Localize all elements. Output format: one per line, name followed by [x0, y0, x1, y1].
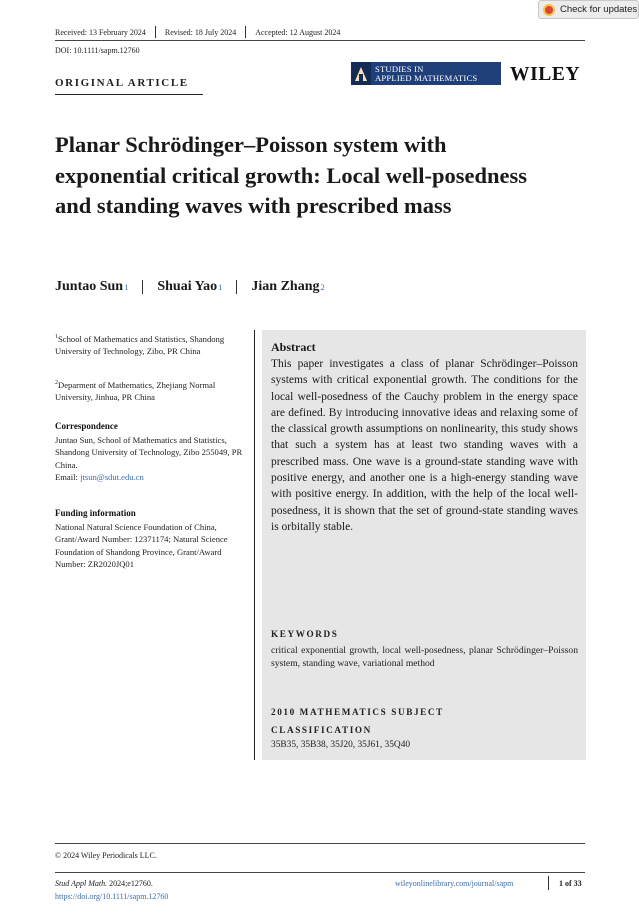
article-history: [55, 26, 340, 38]
author-name[interactable]: Jian Zhang: [251, 279, 320, 294]
correspondence-heading: Correspondence: [55, 421, 118, 431]
msc-heading-line2: CLASSIFICATION: [271, 725, 372, 735]
author-affiliation-marker[interactable]: 2: [320, 282, 325, 292]
author-name[interactable]: Juntao Sun: [55, 279, 124, 294]
abstract-text: This paper investigates a class of planar Schrödinger–Poisson systems with critical exponential growth. The conditions for the local well-posedness of the Cauchy problem in the energy space are defined. By introducing innovative ideas and relaxing some of the classical growth assumptions on nonlinearity, this study shows that such a system has at least two standing waves with a prescribed mass. One wave is a ground-state standing wave with positive energy, and another one is a high-energy standing wave with positive energy. In addition, with the help of the local well-posedness, it is shown that the set of ground-state standing waves is orbitally stable.: [271, 358, 578, 533]
accepted-date: Accepted: 12 August 2024: [255, 27, 341, 37]
journal-emblem-icon: [351, 62, 371, 85]
volume-info: 2024;e12760.: [109, 879, 153, 888]
article-type-underline: [55, 94, 203, 95]
copyright: © 2024 Wiley Periodicals LLC.: [55, 851, 157, 860]
journal-name: [371, 65, 477, 83]
keywords-heading: KEYWORDS: [271, 629, 339, 639]
affiliation-number: 2: [55, 380, 58, 386]
divider: [245, 26, 246, 38]
article-type: ORIGINAL ARTICLE: [55, 77, 189, 89]
header-rule: [55, 40, 585, 41]
column-divider: [254, 330, 255, 760]
footer-rule: [55, 872, 585, 873]
affiliation-1: [55, 331, 245, 358]
journal-name-line2: APPLIED MATHEMATICS: [375, 72, 478, 83]
received-date: Received: 13 February 2024: [55, 27, 146, 37]
check-for-updates-label: Check for updates: [560, 4, 638, 15]
author-affiliation-marker[interactable]: 1: [218, 282, 223, 292]
journal-site-link[interactable]: wileyonlinelibrary.com/journal/sapm: [395, 879, 514, 888]
email-label: Email:: [55, 472, 78, 483]
article-title: Planar Schrödinger–Poisson system with exponential critical growth: Local well-posedness and standing waves with prescribed mass: [55, 132, 528, 218]
affiliation-2: [55, 377, 245, 404]
journal-name-line1: STUDIES IN: [375, 63, 424, 74]
divider: [548, 876, 549, 890]
journal-citation: [55, 879, 153, 888]
footer-rule: [55, 843, 585, 844]
divider: [142, 280, 143, 294]
publisher-logo: WILEY: [510, 64, 581, 85]
journal-abbrev: Stud Appl Math.: [55, 879, 108, 888]
funding-heading: Funding information: [55, 508, 136, 518]
check-for-updates-button[interactable]: [538, 0, 639, 19]
correspondence-address: Juntao Sun, School of Mathematics and Statistics, Shandong University of Technology, Zibo 255049, PR China.: [55, 435, 243, 470]
correspondence-text: [55, 434, 245, 484]
article-doi: DOI: 10.1111/sapm.12760: [55, 46, 140, 55]
email-link[interactable]: jtsun@sdut.edu.cn: [80, 472, 144, 483]
affiliation-text: School of Mathematics and Statistics, Shandong University of Technology, Zibo, PR China: [55, 333, 225, 357]
keywords-text: critical exponential growth, local well-posedness, planar Schrödinger–Poisson system, standing wave, variational method: [271, 645, 578, 669]
author-list: [55, 278, 325, 296]
funding-text: National Natural Science Foundation of China, Grant/Award Number: 12371174; Natural Science Foundation of Shandong Province, Grant/Award Number: ZR2020JQ01: [55, 522, 228, 570]
revised-date: Revised: 18 July 2024: [164, 27, 237, 37]
journal-logo: [351, 62, 501, 85]
page-number: 1 of 33: [559, 879, 582, 888]
author-name[interactable]: Shuai Yao: [157, 279, 218, 294]
affiliation-number: 1: [55, 334, 58, 340]
affiliation-text: Deparment of Mathematics, Zhejiang Normal University, Jinhua, PR China: [55, 379, 216, 403]
update-badge-icon: [543, 4, 555, 16]
author-affiliation-marker[interactable]: 1: [124, 282, 129, 292]
msc-heading-line1: 2010 MATHEMATICS SUBJECT: [271, 707, 444, 717]
msc-codes: 35B35, 35B38, 35J20, 35J61, 35Q40: [271, 740, 411, 750]
abstract-heading: Abstract: [271, 340, 316, 354]
doi-link[interactable]: https://doi.org/10.1111/sapm.12760: [55, 892, 169, 901]
divider: [236, 280, 237, 294]
divider: [155, 26, 156, 38]
